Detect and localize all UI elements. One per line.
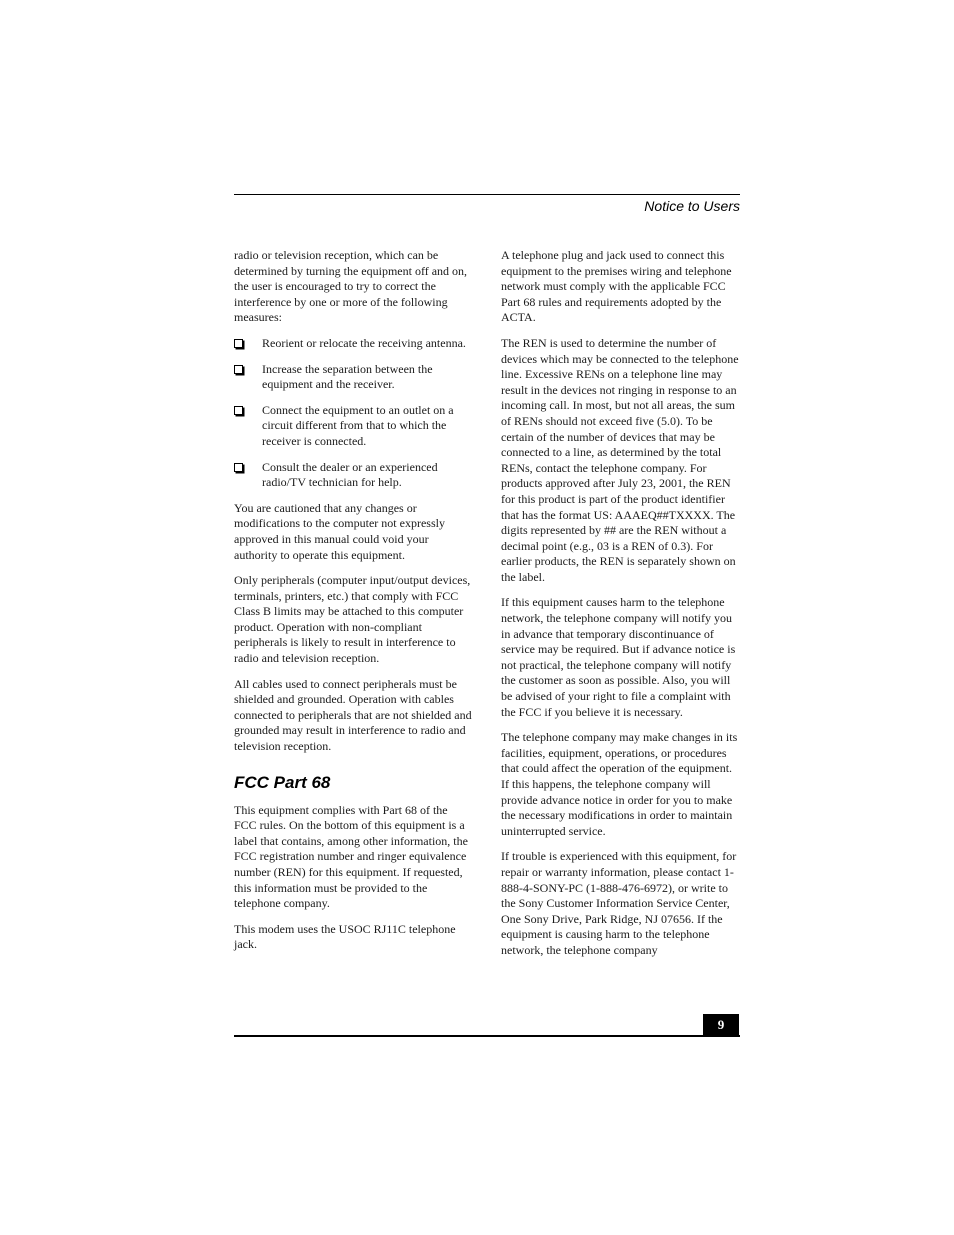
ren-paragraph: The REN is used to determine the number of devices which may be connected to the telephone line. Excessive RENs on a telephone line may result in the devices not ringing in response to an incoming call. In most, but not all areas, the sum of RENs should not exceed five (5.0). To be certain of the number of devices that may be connected to a line, as determined by the total RENs, contact the telephone company. For products approved after July 23, 2001, the REN for this product is part of the product identifier that has the format US: AAAEQ##TXXXX. The digits represented by ## are the REN without a decimal point (e.g., 03 is a REN of 0.3). For earlier products, the REN is separately shown on the label.: [501, 335, 739, 584]
changes-paragraph: The telephone company may make changes in its facilities, equipment, operations, or procedures that could affect the operation of the equipment. If this happens, the telephone company will provide advance notice in order for you to make the necessary modifications in order to maintain uninterrupted service.: [501, 730, 738, 838]
plug-paragraph: A telephone plug and jack used to connect this equipment to the premises wiring and telephone network must comply with the applicable FCC Part 68 rules and requirements adopted by the ACTA.: [501, 248, 732, 325]
checkbox-bullet-icon: [234, 463, 243, 472]
running-header: Notice to Users: [644, 198, 740, 214]
complies-paragraph: This equipment complies with Part 68 of the FCC rules. On the bottom of this equipment is a label that contains, among other information, the FCC registration number and ringer equivalence number (REN) for this equipment. If requested, this information must be provided to the telephone company.: [234, 802, 468, 911]
footer-rule: [234, 1035, 740, 1037]
cables-paragraph: All cables used to connect peripherals must be shielded and grounded. Operation with cables connected to peripherals that are not shielded and grounded may result in interference to radio and television reception.: [234, 676, 472, 754]
page-number: 9: [703, 1014, 739, 1035]
cautioned-paragraph: You are cautioned that any changes or modifications to the computer not expressly approved in this manual could void your authority to operate this equipment.: [234, 500, 445, 562]
checkbox-bullet-icon: [234, 339, 243, 348]
list-item: [234, 362, 472, 393]
measures-list: [234, 336, 472, 491]
modem-paragraph: This modem uses the USOC RJ11C telephone jack.: [234, 921, 456, 952]
list-item-text: Increase the separation between the equipment and the receiver.: [262, 361, 433, 392]
section-heading: FCC Part 68: [234, 772, 331, 792]
list-item-text: Reorient or relocate the receiving antenna.: [262, 335, 466, 350]
left-column: [234, 248, 472, 963]
harm-paragraph: If this equipment causes harm to the telephone network, the telephone company will notify you in advance that temporary discontinuance of service may be required. But if advance notice is not practical, the telephone company will notify the customer as soon as possible. Also, you will be advised of your right to file a complaint with the FCC if you believe it is necessary.: [501, 595, 736, 719]
list-item: [234, 460, 472, 491]
trouble-paragraph: If trouble is experienced with this equipment, for repair or warranty information, please contact 1-888-4-SONY-PC (1-888-476-6972), or write to the Sony Customer Information Service Center, One Sony Drive, Park Ridge, NJ 07656. If the equipment is causing harm to the telephone network, the telephone company: [501, 849, 737, 957]
peripherals-paragraph: Only peripherals (computer input/output devices, terminals, printers, etc.) that comply with FCC Class B limits may be attached to this computer product. Operation with non-compliant peripherals is likely to result in interference to radio and television reception.: [234, 573, 471, 666]
right-column: [501, 248, 740, 969]
list-item: [234, 336, 472, 352]
header-rule: [234, 194, 740, 195]
intro-paragraph: radio or television reception, which can be determined by turning the equipment off and on, the user is encouraged to try to correct the interference by one or more of the following measures:: [234, 248, 468, 325]
list-item-text: Consult the dealer or an experienced radio/TV technician for help.: [262, 459, 438, 490]
checkbox-bullet-icon: [234, 365, 243, 374]
checkbox-bullet-icon: [234, 406, 243, 415]
list-item: [234, 403, 472, 450]
list-item-text: Connect the equipment to an outlet on a circuit different from that to which the receiver is connected.: [262, 402, 454, 448]
